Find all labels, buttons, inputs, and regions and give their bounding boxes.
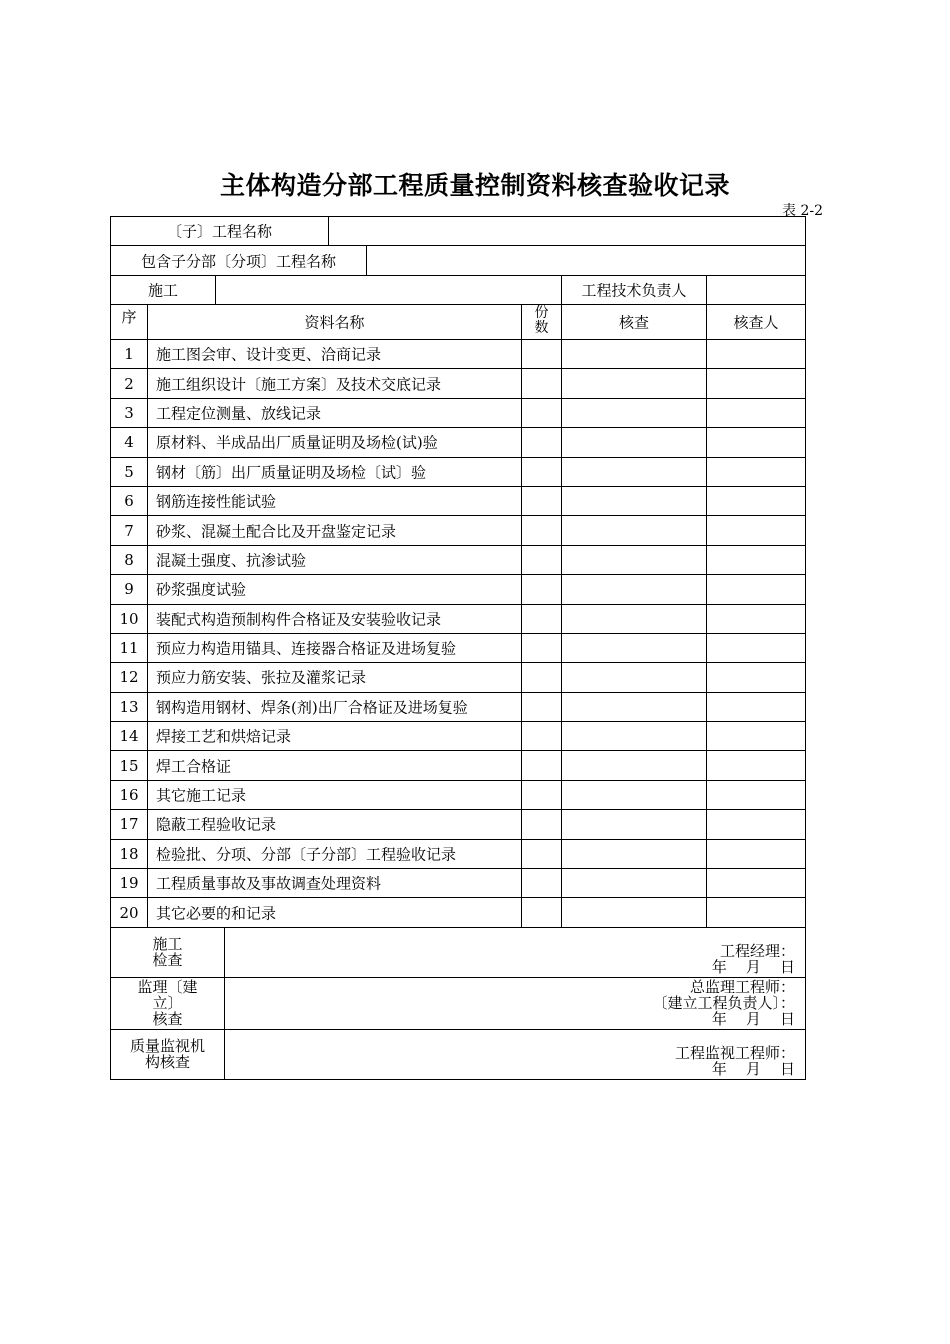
column-header-row	[111, 305, 805, 340]
row-number: 5	[124, 462, 134, 481]
row-checker-cell[interactable]	[706, 869, 805, 897]
construction-row	[111, 276, 805, 305]
row-document-name: 施工组织设计〔施工方案〕及技术交底记录	[156, 375, 442, 394]
tech-leader-label: 工程技术负责人	[581, 281, 687, 300]
row-copies-cell[interactable]	[521, 781, 561, 809]
supervision-label-2: 立〕	[152, 994, 183, 1013]
row-copies-cell[interactable]	[521, 575, 561, 603]
table-row	[111, 340, 805, 369]
row-check-cell[interactable]	[561, 810, 706, 838]
row-document-name: 混凝土强度、抗渗试验	[156, 551, 307, 570]
row-checker-cell[interactable]	[706, 751, 805, 779]
table-row	[111, 869, 805, 898]
row-document-name: 钢构造用钢材、焊条(剂)出厂合格证及进场复验	[156, 698, 468, 717]
row-check-cell[interactable]	[561, 898, 706, 926]
supervision-label-3: 核查	[152, 1010, 183, 1029]
col-name-header: 资料名称	[304, 313, 365, 332]
row-check-cell[interactable]	[561, 340, 706, 368]
row-copies-cell[interactable]	[521, 869, 561, 897]
table-row	[111, 458, 805, 487]
row-checker-cell[interactable]	[706, 663, 805, 691]
row-check-cell[interactable]	[561, 722, 706, 750]
row-copies-cell[interactable]	[521, 693, 561, 721]
row-document-name: 隐蔽工程验收记录	[156, 815, 277, 834]
row-number: 3	[124, 403, 134, 422]
project-name-field[interactable]	[328, 217, 805, 245]
row-document-name: 其它必要的和记录	[156, 904, 277, 923]
monitoring-engineer-label: 工程监视工程师：	[674, 1043, 795, 1062]
row-checker-cell[interactable]	[706, 840, 805, 868]
project-manager-label: 工程经理：	[719, 941, 795, 960]
row-checker-cell[interactable]	[706, 693, 805, 721]
quality-station-label-1: 质量监视机	[129, 1037, 205, 1056]
row-document-name: 检验批、分项、分部〔子分部〕工程验收记录	[156, 845, 457, 864]
row-number: 16	[119, 786, 139, 805]
row-number: 18	[119, 844, 139, 863]
row-checker-cell[interactable]	[706, 516, 805, 544]
row-checker-cell[interactable]	[706, 898, 805, 926]
row-checker-cell[interactable]	[706, 546, 805, 574]
row-copies-cell[interactable]	[521, 722, 561, 750]
row-checker-cell[interactable]	[706, 722, 805, 750]
row-check-cell[interactable]	[561, 634, 706, 662]
row-copies-cell[interactable]	[521, 634, 561, 662]
row-number: 10	[119, 609, 139, 628]
row-copies-cell[interactable]	[521, 340, 561, 368]
row-copies-cell[interactable]	[521, 810, 561, 838]
row-check-cell[interactable]	[561, 487, 706, 515]
row-check-cell[interactable]	[561, 840, 706, 868]
table-row	[111, 898, 805, 927]
row-check-cell[interactable]	[561, 781, 706, 809]
row-check-cell[interactable]	[561, 458, 706, 486]
sub-division-label: 包含子分部〔分项〕工程名称	[140, 252, 336, 270]
row-number: 7	[124, 521, 134, 540]
table-row	[111, 369, 805, 398]
table-row	[111, 487, 805, 516]
row-number: 4	[124, 433, 134, 452]
row-copies-cell[interactable]	[521, 487, 561, 515]
row-copies-cell[interactable]	[521, 546, 561, 574]
row-checker-cell[interactable]	[706, 810, 805, 838]
row-document-name: 施工图会审、设计变更、洽商记录	[156, 345, 382, 364]
col-no-header: 序	[121, 308, 137, 326]
supervision-signoff-area[interactable]	[224, 978, 805, 1029]
row-check-cell[interactable]	[561, 399, 706, 427]
row-number: 1	[124, 345, 134, 364]
row-document-name: 工程定位测量、放线记录	[156, 404, 322, 423]
table-row	[111, 751, 805, 780]
row-check-cell[interactable]	[561, 546, 706, 574]
row-document-name: 砂浆强度试验	[156, 580, 247, 599]
col-copies-header: 份 数	[534, 305, 549, 336]
table-row	[111, 840, 805, 869]
supervision-label-1: 监理〔建	[137, 978, 198, 997]
quality-station-signoff-area[interactable]	[224, 1030, 805, 1079]
row-number: 12	[119, 668, 139, 687]
page-title: 主体构造分部工程质量控制资料核查验收记录	[219, 171, 730, 200]
project-name-row	[111, 217, 805, 246]
row-check-cell[interactable]	[561, 693, 706, 721]
table-row	[111, 810, 805, 839]
table-row	[111, 546, 805, 575]
row-document-name: 焊接工艺和烘焙记录	[156, 727, 292, 746]
supervision-date: 年 月 日	[711, 1009, 795, 1028]
construction-signoff	[111, 928, 805, 978]
row-check-cell[interactable]	[561, 428, 706, 456]
table-row	[111, 575, 805, 604]
row-checker-cell[interactable]	[706, 781, 805, 809]
table-row	[111, 605, 805, 634]
table-row	[111, 634, 805, 663]
row-copies-cell[interactable]	[521, 663, 561, 691]
row-number: 17	[119, 815, 139, 834]
construction-signoff-area[interactable]	[224, 928, 805, 977]
construction-check-label-1: 施工	[152, 935, 183, 954]
row-check-cell[interactable]	[561, 869, 706, 897]
chief-supervisor-label: 总监理工程师：	[689, 977, 795, 996]
sub-division-row	[111, 246, 805, 276]
row-copies-cell[interactable]	[521, 751, 561, 779]
supervision-leader-label: 〔建立工程负责人〕：	[652, 993, 795, 1012]
row-check-cell[interactable]	[561, 751, 706, 779]
row-number: 13	[119, 697, 139, 716]
row-number: 8	[124, 550, 134, 569]
row-number: 11	[119, 639, 139, 658]
row-check-cell[interactable]	[561, 516, 706, 544]
row-document-name: 钢材〔筋〕出厂质量证明及场检〔试〕验	[156, 463, 427, 482]
table-row	[111, 428, 805, 457]
row-document-name: 预应力构造用锚具、连接器合格证及进场复验	[156, 639, 457, 658]
quality-station-label-2: 构核查	[144, 1053, 190, 1072]
row-document-name: 装配式构造预制构件合格证及安装验收记录	[156, 610, 442, 629]
row-number: 6	[124, 492, 134, 511]
row-copies-cell[interactable]	[521, 605, 561, 633]
row-number: 19	[119, 874, 139, 893]
row-check-cell[interactable]	[561, 663, 706, 691]
row-copies-cell[interactable]	[521, 516, 561, 544]
sub-division-field[interactable]	[366, 246, 805, 275]
row-check-cell[interactable]	[561, 575, 706, 603]
row-document-name: 预应力筋安装、张拉及灌浆记录	[156, 668, 367, 687]
record-rows	[111, 340, 805, 928]
row-checker-cell[interactable]	[706, 428, 805, 456]
row-document-name: 原材料、半成品出厂质量证明及场检(试)验	[156, 433, 438, 452]
construction-label: 施工	[147, 281, 178, 300]
row-checker-cell[interactable]	[706, 575, 805, 603]
row-checker-cell[interactable]	[706, 340, 805, 368]
row-copies-cell[interactable]	[521, 898, 561, 926]
construction-field[interactable]	[215, 276, 561, 304]
project-name-label: 〔子〕工程名称	[166, 222, 272, 241]
table-row	[111, 781, 805, 810]
row-document-name: 工程质量事故及事故调查处理资料	[156, 874, 382, 893]
row-number: 15	[119, 756, 139, 775]
row-copies-cell[interactable]	[521, 840, 561, 868]
form-number: 表 2-2	[782, 203, 823, 219]
row-copies-cell[interactable]	[521, 458, 561, 486]
col-check-header: 核查	[618, 313, 649, 332]
row-number: 2	[124, 374, 134, 393]
row-checker-cell[interactable]	[706, 605, 805, 633]
row-checker-cell[interactable]	[706, 634, 805, 662]
construction-date: 年 月 日	[711, 957, 795, 976]
table-row	[111, 663, 805, 692]
table-row	[111, 516, 805, 545]
row-number: 9	[124, 580, 134, 599]
col-checker-header: 核查人	[733, 313, 779, 332]
row-copies-cell[interactable]	[521, 428, 561, 456]
row-copies-cell[interactable]	[521, 399, 561, 427]
table-row	[111, 693, 805, 722]
row-document-name: 其它施工记录	[156, 786, 247, 805]
quality-station-signoff	[111, 1030, 805, 1079]
supervision-signoff	[111, 978, 805, 1030]
quality-station-date: 年 月 日	[711, 1059, 795, 1078]
row-copies-cell[interactable]	[521, 369, 561, 397]
tech-leader-field[interactable]	[706, 276, 805, 304]
table-row	[111, 722, 805, 751]
row-check-cell[interactable]	[561, 369, 706, 397]
row-checker-cell[interactable]	[706, 399, 805, 427]
row-document-name: 砂浆、混凝土配合比及开盘鉴定记录	[156, 522, 397, 541]
construction-check-label-2: 检查	[152, 951, 183, 970]
row-number: 20	[119, 903, 139, 922]
row-document-name: 焊工合格证	[156, 757, 232, 776]
row-check-cell[interactable]	[561, 605, 706, 633]
record-table	[110, 216, 806, 1080]
row-number: 14	[119, 727, 139, 746]
row-document-name: 钢筋连接性能试验	[156, 492, 277, 511]
row-checker-cell[interactable]	[706, 369, 805, 397]
row-checker-cell[interactable]	[706, 487, 805, 515]
table-row	[111, 399, 805, 428]
row-checker-cell[interactable]	[706, 458, 805, 486]
